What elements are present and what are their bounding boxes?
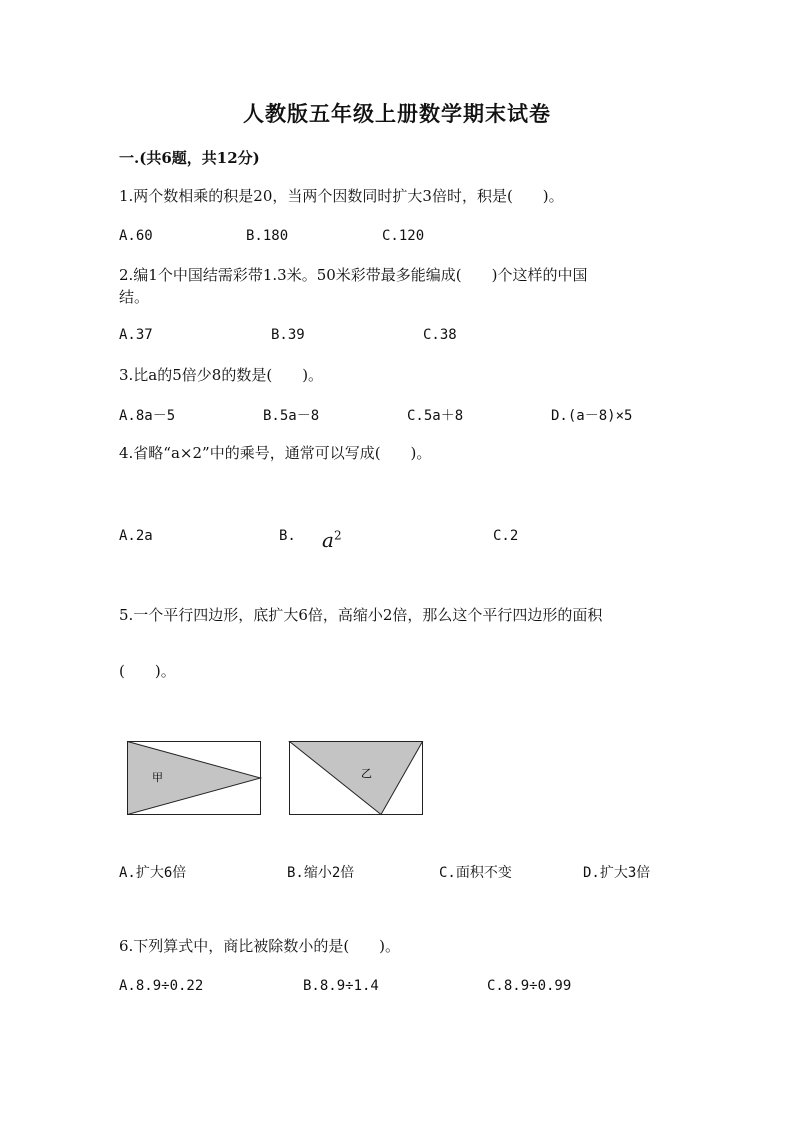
q1-option-a[interactable]: A.60 — [119, 228, 153, 244]
question-5-line-1: 5.一个平行四边形，底扩大6倍，高缩小2倍，那么这个平行四边形的面积 — [119, 606, 603, 624]
q5-option-c[interactable]: C.面积不变 — [439, 865, 512, 881]
figure-yi-label: 乙 — [361, 767, 372, 780]
page-title: 人教版五年级上册数学期末试卷 — [243, 101, 551, 126]
q1-option-b[interactable]: B.180 — [246, 228, 289, 244]
q4-option-c[interactable]: C.2 — [493, 528, 519, 544]
question-2-line-1: 2.编1个中国结需彩带1.3米。50米彩带最多能编成( )个这样的中国 — [119, 266, 588, 284]
q3-option-c[interactable]: C.5a＋8 — [407, 408, 464, 424]
question-5-line-2: ( )。 — [119, 662, 176, 680]
question-2-line-2: 结。 — [119, 288, 150, 306]
formula-exponent: 2 — [333, 528, 342, 543]
question-1: 1.两个数相乘的积是20，当两个因数同时扩大3倍时，积是( )。 — [119, 187, 564, 205]
q3-option-d[interactable]: D.(a－8)×5 — [551, 408, 633, 424]
q1-option-c[interactable]: C.120 — [382, 228, 425, 244]
question-3: 3.比a的5倍少8的数是( )。 — [119, 366, 324, 384]
q3-option-b[interactable]: B.5a－8 — [263, 408, 320, 424]
question-4: 4.省略“a×2”中的乘号，通常可以写成( )。 — [119, 444, 432, 462]
q2-option-a[interactable]: A.37 — [119, 327, 153, 343]
q5-option-a[interactable]: A.扩大6倍 — [119, 865, 187, 881]
q6-option-c[interactable]: C.8.9÷0.99 — [487, 978, 572, 994]
q4-option-b-formula — [322, 528, 342, 552]
section-heading: 一.(共6题，共12分) — [119, 149, 260, 167]
q3-option-a[interactable]: A.8a－5 — [119, 408, 176, 424]
q2-option-c[interactable]: C.38 — [423, 327, 457, 343]
q2-option-b[interactable]: B.39 — [271, 327, 305, 343]
q4-option-b[interactable]: B. — [279, 528, 296, 544]
formula-base: a — [322, 528, 334, 552]
q6-option-a[interactable]: A.8.9÷0.22 — [119, 978, 204, 994]
figure-jia-label: 甲 — [152, 771, 163, 784]
q5-option-b[interactable]: B.缩小2倍 — [287, 865, 355, 881]
question-6: 6.下列算式中，商比被除数小的是( )。 — [119, 937, 401, 955]
q5-figure — [120, 735, 430, 825]
q6-option-b[interactable]: B.8.9÷1.4 — [303, 978, 379, 994]
q5-option-d[interactable]: D.扩大3倍 — [583, 865, 651, 881]
q4-option-a[interactable]: A.2a — [119, 528, 153, 544]
